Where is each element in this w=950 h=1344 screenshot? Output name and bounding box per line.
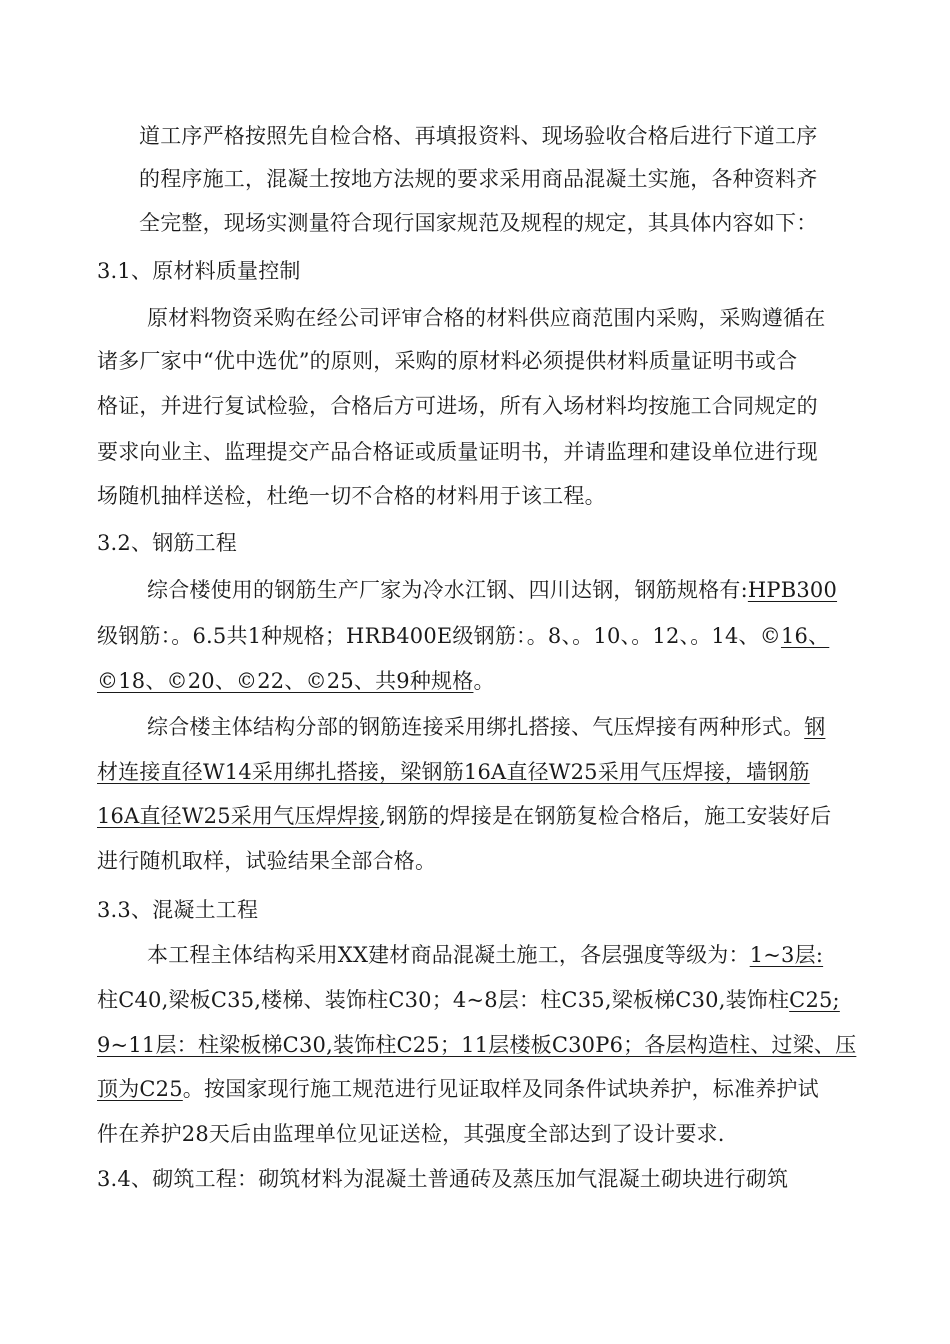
underlined-text: 材连接直径W14采用绑扎搭接，梁钢筋16A直径W25采用气压焊接，墙钢筋: [97, 760, 810, 784]
paragraph-line: 原材料物资采购在经公司评审合格的材料供应商范围内采购，采购遵循在: [147, 306, 826, 330]
paragraph-line: [97, 801, 831, 831]
text-run: 本工程主体结构采用XX建材商品混凝土施工，各层强度等级为：: [147, 943, 750, 967]
underlined-text: ©18、©20、©22、©25、共9种规格: [97, 669, 474, 693]
paragraph-line: [97, 1030, 856, 1060]
paragraph-line: [97, 1074, 819, 1104]
underlined-text: 顶为C25: [97, 1077, 183, 1101]
paragraph-line: [147, 712, 825, 742]
paragraph-line: 诸多厂家中“优中选优”的原则，采购的原材料必须提供材料质量证明书或合: [97, 349, 798, 373]
underlined-text: 16、: [780, 624, 830, 648]
underlined-text: C25;: [789, 988, 840, 1012]
text-run: 柱C40,梁板C35,楼梯、装饰柱C30；4~8层：柱C35,梁板梯C30,装饰柱: [97, 988, 790, 1012]
paragraph-line: [97, 985, 840, 1015]
text-run: 。按国家现行施工规范进行见证取样及同条件试块养护，标准养护试: [182, 1077, 819, 1101]
section-heading-3-1: 3.1、原材料质量控制: [97, 259, 301, 283]
section-heading-3-4: 3.4、砌筑工程：砌筑材料为混凝土普通砖及蒸压加气混凝土砌块进行砌筑: [97, 1167, 789, 1191]
paragraph-line: 的程序施工，混凝土按地方法规的要求采用商品混凝土实施，各种资料齐: [139, 167, 818, 191]
paragraph-line: 件在养护28天后由监理单位见证送检，其强度全部达到了设计要求.: [97, 1122, 725, 1146]
underlined-text: 1~3层:: [749, 943, 824, 967]
text-run: 。: [473, 669, 495, 693]
text-run: 综合楼主体结构分部的钢筋连接采用绑扎搭接、气压焊接有两种形式。: [147, 715, 805, 739]
underlined-text: 16A直径W25采用气压焊焊接: [97, 804, 380, 828]
paragraph-line: [97, 621, 829, 651]
paragraph-line: [147, 575, 837, 605]
paragraph-line: 格证，并进行复试检验，合格后方可进场，所有入场材料均按施工合同规定的: [97, 394, 818, 418]
paragraph-line: 场随机抽样送检，杜绝一切不合格的材料用于该工程。: [97, 484, 606, 508]
paragraph-line: [147, 940, 823, 970]
underlined-text: HPB300: [747, 578, 838, 602]
underlined-text: 钢: [804, 715, 826, 739]
text-run: ,钢筋的焊接是在钢筋复检合格后，施工安装好后: [379, 804, 832, 828]
paragraph-line: [97, 757, 810, 787]
paragraph-line: [97, 666, 495, 696]
underlined-text: 9~11层：柱梁板梯C30,装饰柱C25；11层楼板C30P6；各层构造柱、过梁、压: [97, 1033, 857, 1057]
section-heading-3-3: 3.3、混凝土工程: [97, 898, 259, 922]
paragraph-line: 要求向业主、监理提交产品合格证或质量证明书，并请监理和建设单位进行现: [97, 440, 818, 464]
text-run: 级钢筋：。6.5共1种规格；HRB400E级钢筋：。8、。10、。12、。14、©: [97, 624, 781, 648]
paragraph-line: 全完整，现场实测量符合现行国家规范及规程的规定，其具体内容如下：: [139, 211, 818, 235]
paragraph-line: 道工序严格按照先自检合格、再填报资料、现场验收合格后进行下道工序: [139, 124, 818, 148]
section-heading-3-2: 3.2、钢筋工程: [97, 531, 237, 555]
text-run: 综合楼使用的钢筋生产厂家为冷水江钢、四川达钢，钢筋规格有:: [147, 578, 748, 602]
paragraph-line: 进行随机取样，试验结果全部合格。: [97, 849, 437, 873]
